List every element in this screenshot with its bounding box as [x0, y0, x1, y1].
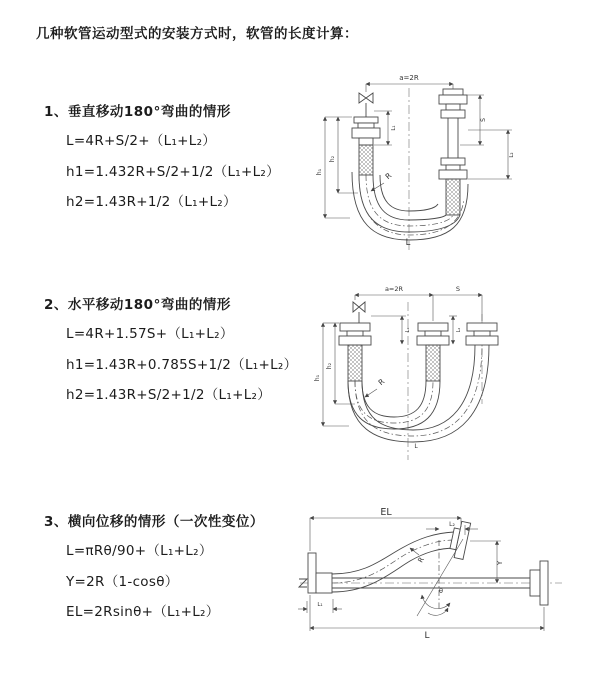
dimension-top	[355, 285, 482, 321]
formula-line: h1=1.432R+S/2+1/2（L₁+L₂）	[66, 163, 280, 180]
dim-label-l-bottom: L	[405, 238, 411, 248]
radius-callout	[371, 171, 393, 191]
angle-construction	[417, 539, 463, 616]
radius-callout	[365, 377, 386, 397]
valve-icon	[359, 93, 373, 117]
formula-line: L=πRθ/90+（L₁+L₂）	[66, 543, 213, 559]
dim-label-l1: L₁	[391, 125, 397, 131]
dimension-top	[366, 74, 453, 94]
radius-callout	[410, 548, 426, 564]
dim-label-l1: L₁	[405, 327, 411, 333]
section-1-heading: 1、垂直移动180°弯曲的情形	[44, 104, 231, 120]
dimension-y	[470, 541, 504, 583]
dim-label-l-bottom: L	[414, 443, 418, 450]
dim-label-l2: L₂	[509, 152, 515, 158]
diagram-horizontal-movement	[303, 276, 600, 464]
dim-label-h1: h₁	[314, 374, 321, 382]
dim-label-y: Y	[496, 560, 504, 566]
dimension-right	[460, 95, 515, 179]
formula-line: L=4R+1.57S+（L₁+L₂）	[66, 326, 234, 342]
valve-icon	[353, 302, 365, 323]
formula-line: Y=2R（1-cosθ）	[66, 573, 179, 590]
diagram-vertical-movement	[308, 64, 593, 256]
formula-line: h1=1.43R+0.785S+1/2（L₁+L₂）	[66, 356, 298, 373]
dim-label-h2: h₂	[329, 155, 336, 163]
dim-label-h2: h₂	[326, 362, 333, 370]
hose-assembly	[308, 520, 548, 605]
dim-label-l2: L₂	[449, 521, 455, 528]
section-lateral-displacement	[36, 510, 264, 628]
dim-label-r: R	[376, 376, 387, 388]
hose-assembly	[352, 89, 468, 240]
hose-assembly	[339, 323, 498, 442]
formula-line: EL=2Rsinθ+（L₁+L₂）	[66, 604, 220, 620]
dim-label-h1: h₁	[316, 168, 323, 176]
dim-label-el: EL	[380, 507, 392, 518]
dimension-l	[310, 595, 544, 641]
formula-line: h2=1.43R+S/2+1/2（L₁+L₂）	[66, 387, 272, 403]
dim-label-a2r: a=2R	[399, 74, 419, 82]
dim-label-s: S	[480, 118, 487, 122]
diagram-lateral-displacement	[298, 503, 600, 643]
section-2-heading: 2、水平移动180°弯曲的情形	[44, 297, 231, 313]
dimension-l1	[298, 599, 342, 613]
formula-line: L=4R+S/2+（L₁+L₂）	[66, 133, 217, 149]
centerlines	[299, 540, 562, 609]
section-vertical-movement	[36, 100, 280, 218]
section-3-heading: 3、横向位移的情形（一次性变位）	[44, 514, 264, 530]
dim-label-r: R	[416, 555, 426, 565]
section-horizontal-movement	[36, 293, 297, 411]
dim-label-l2: L₂	[456, 327, 462, 333]
dim-label-l: L	[424, 631, 430, 641]
page-title: 几种软管运动型式的安装方式时，软管的长度计算：	[36, 26, 358, 42]
dim-label-a2r: a=2R	[384, 285, 404, 293]
dim-label-l1: L₁	[317, 602, 323, 608]
dim-label-s: S	[455, 285, 461, 293]
dim-label-theta: θ	[439, 587, 443, 595]
formula-line: h2=1.43R+1/2（L₁+L₂）	[66, 194, 237, 210]
dim-label-r: R	[383, 170, 394, 182]
